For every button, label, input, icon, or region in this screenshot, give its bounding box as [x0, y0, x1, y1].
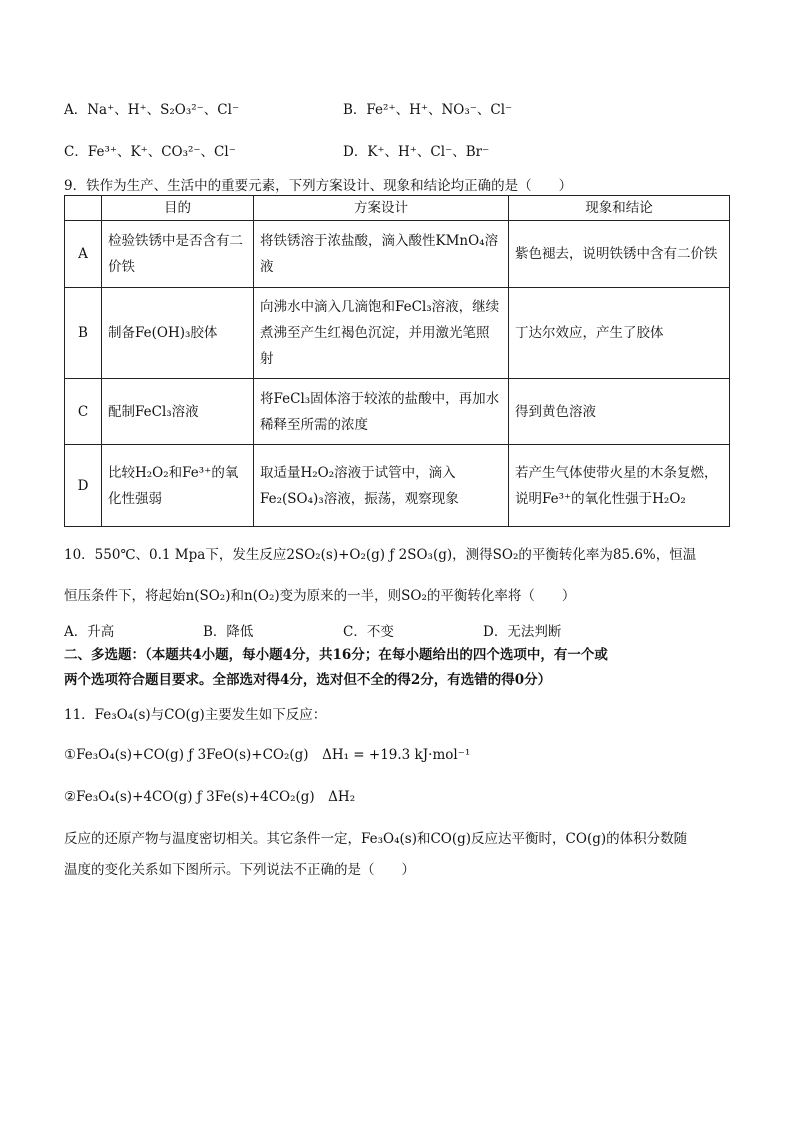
q8-option-b: B．Fe²⁺、H⁺、NO₃⁻、Cl⁻ [343, 102, 513, 118]
table-row [65, 288, 730, 379]
table-row [65, 379, 730, 445]
q10-line-1: 10．550℃、0.1 Mpa下，发生反应2SO₂(s)+O₂(g) ƒ 2SO₃(g)，测得SO₂的平衡转化率为85.6%，恒温 [64, 547, 697, 563]
q9-table [64, 195, 730, 527]
section-2-heading-line-1: 二、多选题：（本题共4小题，每小题4分，共16分；在每小题给出的四个选项中，有一个或 [64, 647, 608, 663]
row-label: D [65, 445, 102, 527]
q9-stem: 9．铁作为生产、生活中的重要元素，下列方案设计、现象和结论均正确的是（ ） [64, 178, 573, 194]
row-result: 若产生气体使带火星的木条复燃，说明Fe³⁺的氧化性强于H₂O₂ [509, 445, 730, 527]
section-2-heading-line-2: 两个选项符合题目要求。全部选对得4分，选对但不全的得2分，有选错的得0分） [64, 672, 552, 688]
q8-option-d: D．K⁺、H⁺、Cl⁻、Br⁻ [343, 144, 490, 160]
row-design: 向沸水中滴入几滴饱和FeCl₃溶液，继续煮沸至产生红褐色沉淀，并用激光笔照射 [254, 288, 509, 379]
row-purpose: 比较H₂O₂和Fe³⁺的氧化性强弱 [102, 445, 254, 527]
row-design: 取适量H₂O₂溶液于试管中，滴入Fe₂(SO₄)₃溶液，振荡，观察现象 [254, 445, 509, 527]
table-row [65, 445, 730, 527]
table-header: 现象和结论 [509, 196, 730, 221]
row-design: 将FeCl₃固体溶于较浓的盐酸中，再加水稀释至所需的浓度 [254, 379, 509, 445]
q10-option-c: C．不变 [343, 624, 394, 640]
row-purpose: 配制FeCl₃溶液 [102, 379, 254, 445]
q11-equation-1: ①Fe₃O₄(s)+CO(g) ƒ 3FeO(s)+CO₂(g) ΔH₁ = +19.3 kJ·mol⁻¹ [64, 747, 471, 763]
row-label: B [65, 288, 102, 379]
row-result: 紫色褪去，说明铁锈中含有二价铁 [509, 221, 730, 288]
q11-description-line-1: 反应的还原产物与温度密切相关。其它条件一定，Fe₃O₄(s)和CO(g)反应达平衡时，CO(g)的体积分数随 [64, 831, 688, 847]
row-result: 得到黄色溶液 [509, 379, 730, 445]
table-header: 方案设计 [254, 196, 509, 221]
row-label: C [65, 379, 102, 445]
row-purpose: 检验铁锈中是否含有二价铁 [102, 221, 254, 288]
q11-equation-2: ②Fe₃O₄(s)+4CO(g) ƒ 3Fe(s)+4CO₂(g) ΔH₂ [64, 789, 356, 805]
q11-description-line-2: 温度的变化关系如下图所示。下列说法不正确的是（ ） [64, 862, 415, 878]
table-header-empty [65, 196, 102, 221]
table-row [65, 221, 730, 288]
q11-stem: 11．Fe₃O₄(s)与CO(g)主要发生如下反应： [64, 707, 327, 723]
q8-option-c: C．Fe³⁺、K⁺、CO₃²⁻、Cl⁻ [64, 144, 236, 160]
row-design: 将铁锈溶于浓盐酸，滴入酸性KMnO₄溶液 [254, 221, 509, 288]
row-label: A [65, 221, 102, 288]
q10-option-b: B．降低 [203, 624, 254, 640]
q8-option-a: A．Na⁺、H⁺、S₂O₃²⁻、Cl⁻ [64, 102, 240, 118]
table-header: 目的 [102, 196, 254, 221]
q10-option-a: A．升高 [64, 624, 115, 640]
q10-option-d: D．无法判断 [483, 624, 562, 640]
row-result: 丁达尔效应，产生了胶体 [509, 288, 730, 379]
q10-line-2: 恒压条件下，将起始n(SO₂)和n(O₂)变为原来的一半，则SO₂的平衡转化率将（ ） [64, 588, 576, 604]
row-purpose: 制备Fe(OH)₃胶体 [102, 288, 254, 379]
table-header-row [65, 196, 730, 221]
